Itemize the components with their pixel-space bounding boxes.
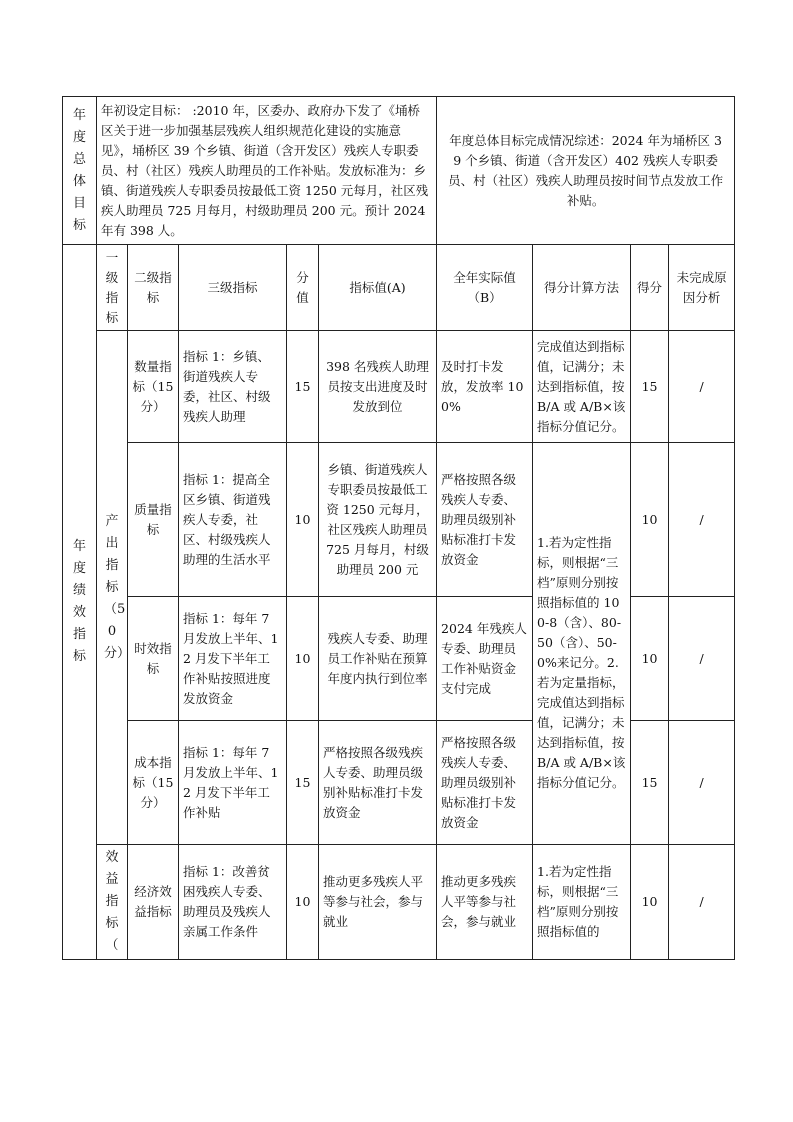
performance-table <box>62 96 735 960</box>
table-row <box>63 597 735 721</box>
row-score <box>631 443 669 597</box>
row-level3 <box>179 443 287 597</box>
row-score-text: 10 <box>641 894 658 909</box>
row-level2 <box>128 721 179 845</box>
row-level3-text: 指标 1：提高全区乡镇、街道残疾人专委，社区、村级残疾人助理的生活水平 <box>183 471 271 567</box>
row-reason-text: / <box>699 511 704 527</box>
row-level2 <box>128 845 179 960</box>
header-level3 <box>179 245 287 331</box>
row-score-value <box>287 845 319 960</box>
row-score-text: 15 <box>641 774 658 790</box>
row-reason <box>669 845 735 960</box>
row-reason <box>669 597 735 721</box>
row-level2-text: 质量指标 <box>134 501 172 537</box>
header-level2 <box>128 245 179 331</box>
header-indicator-value <box>319 245 437 331</box>
row-actual-value <box>437 331 533 443</box>
row-score-text: 15 <box>641 378 658 394</box>
row-indicator-value-text: 乡镇、街道残疾人专职委员按最低工资 1250 元每月，社区残疾人助理员 725 月每月，村级助理员 200 元 <box>326 461 429 577</box>
header-score-value-text: 分值 <box>296 269 309 305</box>
row-indicator-value-text: 严格按照各级残疾人专委、助理员级别补贴标准打卡发放资金 <box>323 744 424 820</box>
row-score <box>631 721 669 845</box>
row-actual-value <box>437 845 533 960</box>
row-score <box>631 845 669 960</box>
row-calc-method <box>533 845 631 960</box>
overall-goal-row <box>63 97 735 245</box>
row-score-value-text: 15 <box>294 378 311 394</box>
table-row <box>63 845 735 960</box>
row-score <box>631 597 669 721</box>
merged-calc-method <box>533 443 631 845</box>
row-actual-value-text: 推动更多残疾人平等参与社会，参与就业 <box>441 874 517 929</box>
row-level3 <box>179 845 287 960</box>
table-row <box>63 443 735 597</box>
row-level2-text: 时效指标 <box>134 640 172 676</box>
row-level3 <box>179 721 287 845</box>
initial-target-cell <box>97 97 437 245</box>
header-level2-text: 二级指标 <box>134 269 172 305</box>
header-calc-method <box>533 245 631 331</box>
row-reason-text: / <box>699 378 704 394</box>
row-reason-text: / <box>699 774 704 790</box>
row-level2 <box>128 443 179 597</box>
row-indicator-value-text: 398 名残疾人助理员按支出进度及时发放到位 <box>326 358 429 414</box>
row-indicator-value <box>319 331 437 443</box>
row-score-value <box>287 443 319 597</box>
overall-goal-label-text: 年度总体目标 <box>72 107 86 233</box>
row-indicator-value <box>319 845 437 960</box>
header-calc-method-text: 得分计算方法 <box>544 279 620 295</box>
row-level3-text: 指标 1：每年 7 月发放上半年、12 月发下半年工作补贴按照进度发放资金 <box>183 610 279 706</box>
row-indicator-value <box>319 443 437 597</box>
row-level2 <box>128 597 179 721</box>
row-indicator-value-text: 推动更多残疾人平等参与社会，参与就业 <box>323 874 424 929</box>
performance-table-page <box>62 96 734 960</box>
row-calc-method-text: 1.若为定性指标，则根据“三档”原则分别按照指标值的 <box>537 864 619 939</box>
row-actual-value <box>437 443 533 597</box>
row-actual-value-text: 2024 年残疾人专委、助理员工作补贴资金支付完成 <box>441 620 527 696</box>
header-score-value <box>287 245 319 331</box>
row-calc-method <box>533 331 631 443</box>
header-row <box>63 245 735 331</box>
performance-label <box>63 245 97 960</box>
row-level3-text: 指标 1：每年 7 月发放上半年、12 月发下半年工作补贴 <box>183 744 279 820</box>
header-reason-text: 未完成原因分析 <box>676 269 727 305</box>
row-reason <box>669 331 735 443</box>
row-score-value-text: 15 <box>294 774 311 790</box>
row-level2-text: 经济效益指标 <box>134 884 172 919</box>
benefit-group-cell <box>97 845 128 960</box>
row-score-value-text: 10 <box>294 511 311 527</box>
overall-goal-label <box>63 97 97 245</box>
output-group-cell <box>97 331 131 845</box>
header-actual-value <box>437 245 533 331</box>
output-group-text: 产出指标（50分） <box>104 513 131 661</box>
row-score <box>631 331 669 443</box>
benefit-group-text: 效益指标（ <box>105 850 119 953</box>
header-reason <box>669 245 735 331</box>
merged-calc-method-text: 1.若为定性指标，则根据“三档”原则分别按照指标值的 100-8（含）、80-50（含）、50-0%来记分。2.若为定量指标，完成值达到指标值，记满分；未达到指标值，按 B/A 或 A/B×该指标分值记分。 <box>537 534 626 790</box>
row-actual-value-text: 严格按照各级残疾人专委、助理员级别补贴标准打卡发放资金 <box>441 471 517 567</box>
row-level2-text: 数量指标（15分） <box>132 358 174 414</box>
header-level1 <box>97 245 128 331</box>
table-row <box>63 331 735 443</box>
row-actual-value-text: 严格按照各级残疾人专委、助理员级别补贴标准打卡发放资金 <box>441 734 517 830</box>
header-level1-text: 一级指标 <box>105 249 119 325</box>
header-indicator-value-text: 指标值(A) <box>349 279 406 295</box>
row-level3-text: 指标 1：乡镇、街道残疾人专委，社区、村级残疾人助理 <box>183 348 271 424</box>
row-level3 <box>179 331 287 443</box>
row-level2 <box>128 331 179 443</box>
header-score-text: 得分 <box>637 279 663 295</box>
row-indicator-value-text: 残疾人专委、助理员工作补贴在预算年度内执行到位率 <box>327 630 428 686</box>
header-level3-text: 三级指标 <box>207 279 258 295</box>
completion-summary-text: 年度总体目标完成情况综述：2024 年为埇桥区 39 个乡镇、街道（含开发区）402 残疾人专职委员、村（社区）残疾人助理员按时间节点发放工作补贴。 <box>448 132 724 208</box>
row-score-value <box>287 721 319 845</box>
header-actual-value-text: 全年实际值（B） <box>453 269 516 305</box>
header-score <box>631 245 669 331</box>
row-score-value <box>287 331 319 443</box>
row-score-text: 10 <box>641 650 658 666</box>
row-level3-text: 指标 1：改善贫困残疾人专委、助理员及残疾人亲属工作条件 <box>183 864 271 939</box>
row-reason-text: / <box>699 650 704 666</box>
row-score-text: 10 <box>641 511 658 527</box>
row-reason-text: / <box>699 894 704 909</box>
row-indicator-value <box>319 721 437 845</box>
row-actual-value <box>437 721 533 845</box>
performance-label-text: 年度绩效指标 <box>72 539 86 664</box>
row-actual-value <box>437 597 533 721</box>
row-calc-method-text: 完成值达到指标值，记满分；未达到指标值，按 B/A 或 A/B×该指标分值记分。 <box>537 338 626 434</box>
row-reason <box>669 443 735 597</box>
row-level2-text: 成本指标（15分） <box>132 754 174 810</box>
row-reason <box>669 721 735 845</box>
completion-summary-cell <box>437 97 735 245</box>
row-score-value-text: 10 <box>294 650 311 666</box>
initial-target-text: 年初设定目标： :2010 年，区委办、政府办下发了《埇桥区关于进一步加强基层残疾人组织规范化建设的实施意见》，埇桥区 39 个乡镇、街道（含开发区）残疾人专职委员、村（社区）残疾人助理员的工作补贴。发放标准为：乡镇、街道残疾人专职委员按最低工资 1250 元每月，社区残疾人助理员 725 月每月，村级助理员 200 元。预计 2024 年有 398 人。 <box>101 102 429 238</box>
row-score-value <box>287 597 319 721</box>
row-actual-value-text: 及时打卡发放，发放率 100% <box>441 358 524 414</box>
row-level3 <box>179 597 287 721</box>
row-indicator-value <box>319 597 437 721</box>
row-score-value-text: 10 <box>294 894 311 909</box>
table-row <box>63 721 735 845</box>
